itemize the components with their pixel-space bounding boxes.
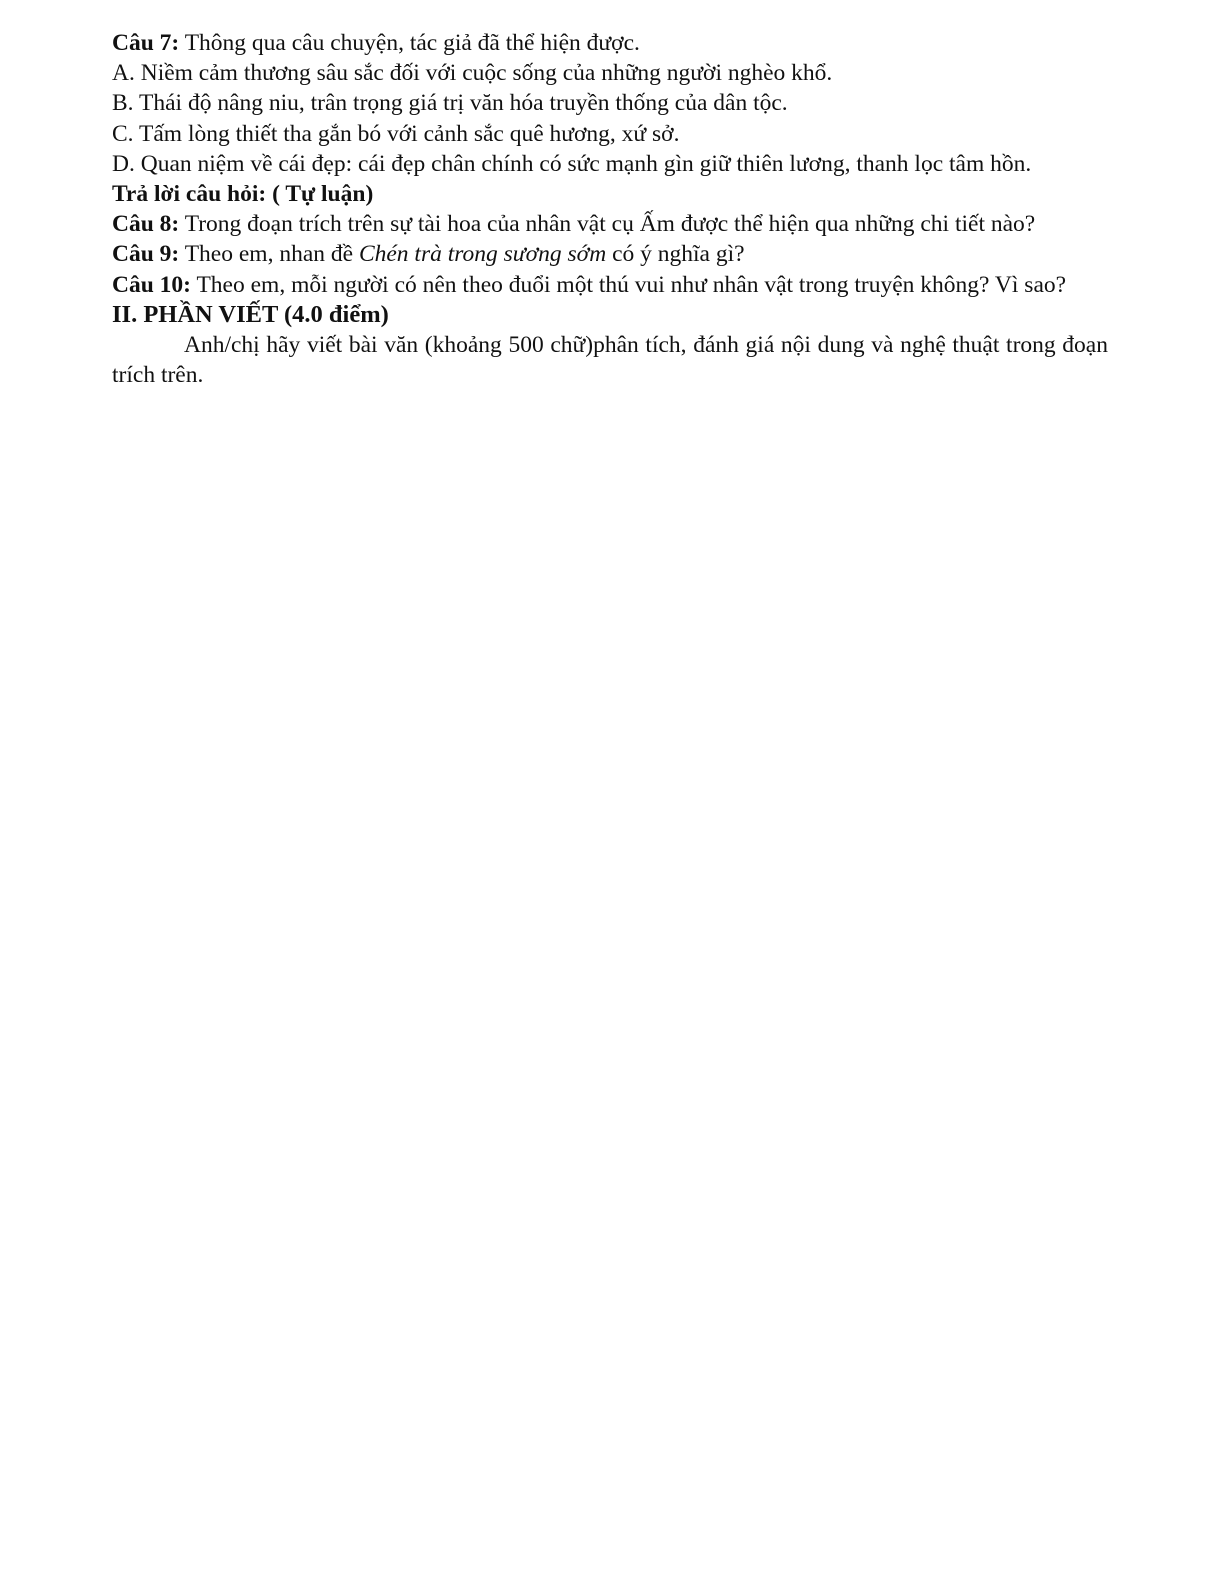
question-9-label: Câu 9:: [112, 241, 180, 268]
question-7-option-c: C. Tấm lòng thiết tha gắn bó với cảnh sắc quê hương, xứ sở.: [112, 120, 680, 147]
question-7-label: Câu 7:: [112, 30, 180, 56]
question-7: [112, 28, 1108, 58]
question-7-option-d: D. Quan niệm về cái đẹp: cái đẹp chân chính có sức mạnh gìn giữ thiên lương, thanh lọc tâm hồn.: [112, 150, 1032, 177]
section-2-heading: II. PHẦN VIẾT (4.0 điểm): [112, 300, 389, 328]
section-2-prompt: Anh/chị hãy viết bài văn (khoảng 500 chữ)phân tích, đánh giá nội dung và nghệ thuật trong đoạn trích trên.: [112, 332, 1108, 389]
question-9-title: Chén trà trong sương sớm: [358, 241, 607, 268]
question-10-label: Câu 10:: [112, 271, 191, 298]
question-9-text-before: Theo em, nhan đề: [179, 241, 359, 268]
question-10-text: Theo em, mỗi người có nên theo đuổi một thú vui như nhân vật trong truyện không? Vì sao?: [191, 271, 1067, 298]
question-9-text-after: có ý nghĩa gì?: [606, 241, 745, 268]
essay-heading: Trả lời câu hỏi: ( Tự luận): [112, 181, 374, 208]
question-7-text: Thông qua câu chuyện, tác giả đã thể hiện được.: [179, 30, 640, 56]
question-7-option-b: B. Thái độ nâng niu, trân trọng giá trị văn hóa truyền thống của dân tộc.: [112, 90, 788, 117]
document-page: [112, 28, 1108, 390]
question-7-option-a: A. Niềm cảm thương sâu sắc đối với cuộc sống của những người nghèo khổ.: [112, 60, 833, 87]
question-9: [112, 239, 1108, 269]
question-10: [112, 270, 1108, 300]
question-8-text: Trong đoạn trích trên sự tài hoa của nhân vật cụ Ấm được thể hiện qua những chi tiết nào?: [179, 211, 1036, 238]
question-8-label: Câu 8:: [112, 211, 180, 238]
question-8: [112, 209, 1108, 239]
